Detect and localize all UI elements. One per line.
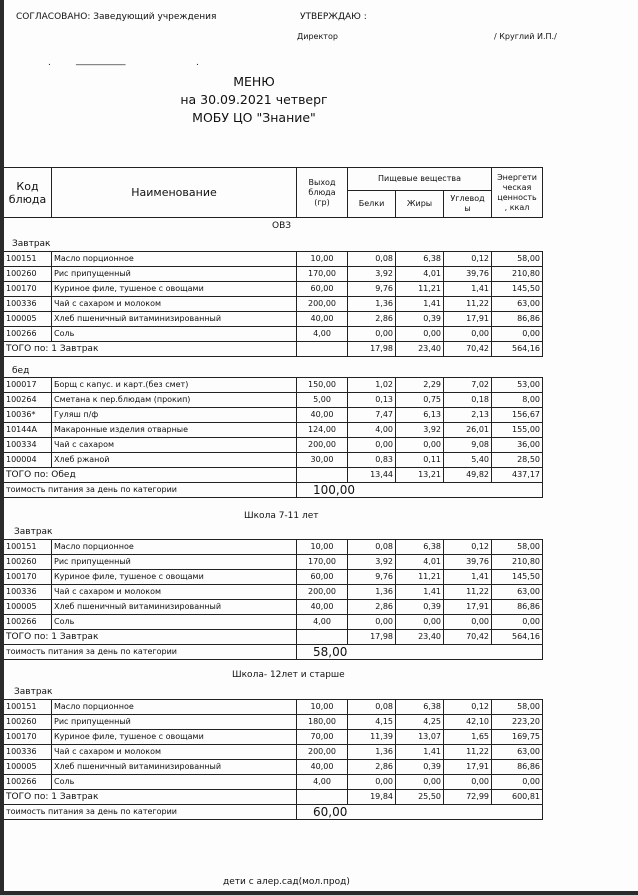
total-protein: 17,98 — [348, 630, 396, 645]
cell-kcal: 63,00 — [492, 585, 543, 600]
cell-fat: 0,75 — [396, 393, 444, 408]
total-protein: 19,84 — [348, 790, 396, 805]
cell-code: 100170 — [4, 282, 52, 297]
cell-name: Хлеб пшеничный витаминизированный — [52, 760, 297, 775]
cell-code: 100260 — [4, 715, 52, 730]
cell-kcal: 86,86 — [492, 600, 543, 615]
cell-protein: 1,36 — [348, 585, 396, 600]
cell-output: 200,00 — [297, 585, 348, 600]
cell-fat: 0,00 — [396, 327, 444, 342]
cell-fat: 0,11 — [396, 453, 444, 468]
cell-kcal: 58,00 — [492, 540, 543, 555]
cell-carbs: 1,65 — [444, 730, 492, 745]
cell-output: 10,00 — [297, 252, 348, 267]
cell-fat: 6,38 — [396, 252, 444, 267]
table-row — [4, 615, 543, 630]
cell-carbs: 0,00 — [444, 327, 492, 342]
cell-code: 100170 — [4, 730, 52, 745]
cell-kcal: 86,86 — [492, 312, 543, 327]
cell-code: 10144А — [4, 423, 52, 438]
school-name: МОБУ ЦО "Знание" — [192, 110, 316, 125]
cell-carbs: 0,18 — [444, 393, 492, 408]
table-row — [4, 327, 543, 342]
total-kcal: 600,81 — [492, 790, 543, 805]
cell-protein: 9,76 — [348, 570, 396, 585]
total-fat: 23,40 — [396, 630, 444, 645]
cell-protein: 3,92 — [348, 267, 396, 282]
cell-protein: 0,00 — [348, 615, 396, 630]
total-carbs: 72,99 — [444, 790, 492, 805]
cell-output: 180,00 — [297, 715, 348, 730]
table-row — [4, 393, 543, 408]
cell-name: Рис припущенный — [52, 715, 297, 730]
cell-output: 4,00 — [297, 327, 348, 342]
cost-label: тоимость питания за день по категории — [4, 805, 297, 820]
col-protein: Белки — [348, 191, 396, 218]
cell-code: 100151 — [4, 700, 52, 715]
director-name: / Круглий И.П./ — [494, 32, 557, 41]
cost-value: 58,00 — [297, 645, 543, 660]
cell-carbs: 26,01 — [444, 423, 492, 438]
cell-kcal: 8,00 — [492, 393, 543, 408]
total-kcal: 564,16 — [492, 630, 543, 645]
col-name: Наименование — [52, 168, 297, 218]
total-kcal: 437,17 — [492, 468, 543, 483]
col-code — [4, 168, 52, 218]
total-label: ТОГО по: 1 Завтрак — [4, 630, 297, 645]
cell-output: 10,00 — [297, 700, 348, 715]
cell-output: 40,00 — [297, 408, 348, 423]
signature-dot-left: . — [48, 58, 51, 68]
cell-name: Куриное филе, тушеное с овощами — [52, 282, 297, 297]
cell-fat: 0,39 — [396, 760, 444, 775]
cell-carbs: 0,00 — [444, 775, 492, 790]
cell-fat: 3,92 — [396, 423, 444, 438]
cell-fat: 1,41 — [396, 297, 444, 312]
menu-document — [4, 0, 638, 891]
total-carbs: 70,42 — [444, 342, 492, 357]
col-carbs — [444, 191, 492, 218]
meal-label-breakfast: Завтрак — [14, 527, 53, 537]
col-carbs-l1: Углевод — [450, 194, 485, 203]
cell-output-empty — [297, 468, 348, 483]
table-row — [4, 570, 543, 585]
cell-name: Хлеб пшеничный витаминизированный — [52, 600, 297, 615]
cell-fat: 13,07 — [396, 730, 444, 745]
cost-row — [4, 483, 543, 498]
cell-output: 200,00 — [297, 438, 348, 453]
table-row — [4, 252, 543, 267]
cell-name: Рис припущенный — [52, 555, 297, 570]
cell-code: 100260 — [4, 555, 52, 570]
cell-name: Соль — [52, 775, 297, 790]
cost-row — [4, 805, 543, 820]
col-code-l2: блюда — [8, 192, 47, 206]
total-row — [4, 630, 543, 645]
table-row — [4, 700, 543, 715]
table-row — [4, 438, 543, 453]
cell-protein: 0,08 — [348, 252, 396, 267]
cell-carbs: 17,91 — [444, 760, 492, 775]
col-output-l3: (гр) — [314, 197, 330, 207]
table-row — [4, 282, 543, 297]
cell-code: 100266 — [4, 327, 52, 342]
total-label: ТОГО по: 1 Завтрак — [4, 342, 297, 357]
cell-output: 40,00 — [297, 760, 348, 775]
cell-carbs: 5,40 — [444, 453, 492, 468]
cell-name: Хлеб пшеничный витаминизированный — [52, 312, 297, 327]
cell-kcal: 169,75 — [492, 730, 543, 745]
cell-carbs: 0,12 — [444, 700, 492, 715]
ovz-lunch-table — [4, 377, 543, 498]
cell-carbs: 1,41 — [444, 570, 492, 585]
cell-output: 10,00 — [297, 540, 348, 555]
cell-fat: 1,41 — [396, 585, 444, 600]
section-title-school-12-plus: Школа- 12лет и старше — [232, 670, 345, 680]
cell-protein: 1,02 — [348, 378, 396, 393]
table-row — [4, 267, 543, 282]
cell-code: 100151 — [4, 252, 52, 267]
cell-code: 100336 — [4, 585, 52, 600]
cell-output: 200,00 — [297, 297, 348, 312]
cell-kcal: 0,00 — [492, 615, 543, 630]
col-output-l1: Выход — [308, 177, 336, 187]
cell-name: Масло порционное — [52, 252, 297, 267]
table-row — [4, 297, 543, 312]
table-row — [4, 555, 543, 570]
cell-fat: 11,21 — [396, 282, 444, 297]
section-title-school-7-11: Школа 7-11 лет — [244, 511, 319, 521]
cell-name: Куриное филе, тушеное с овощами — [52, 730, 297, 745]
cell-fat: 4,01 — [396, 555, 444, 570]
cell-output: 170,00 — [297, 267, 348, 282]
cell-code: 100266 — [4, 775, 52, 790]
cell-fat: 0,00 — [396, 775, 444, 790]
cell-protein: 0,00 — [348, 775, 396, 790]
cell-kcal: 63,00 — [492, 745, 543, 760]
cell-kcal: 53,00 — [492, 378, 543, 393]
total-protein: 17,98 — [348, 342, 396, 357]
cell-code: 100005 — [4, 600, 52, 615]
col-code-l1: Код — [16, 179, 39, 193]
cell-carbs: 39,76 — [444, 555, 492, 570]
cell-carbs: 0,00 — [444, 615, 492, 630]
cell-kcal: 155,00 — [492, 423, 543, 438]
cell-output: 200,00 — [297, 745, 348, 760]
cell-kcal: 63,00 — [492, 297, 543, 312]
cell-output: 170,00 — [297, 555, 348, 570]
cell-carbs: 11,22 — [444, 585, 492, 600]
cell-code: 100336 — [4, 745, 52, 760]
director-label: Директор — [297, 32, 338, 41]
cell-output: 30,00 — [297, 453, 348, 468]
cell-protein: 4,00 — [348, 423, 396, 438]
approve-label: УТВЕРЖДАЮ : — [300, 12, 367, 22]
table-row — [4, 312, 543, 327]
cell-code: 100151 — [4, 540, 52, 555]
cell-name: Масло порционное — [52, 540, 297, 555]
col-energy-l2: ческая — [502, 182, 532, 192]
cell-protein: 0,00 — [348, 438, 396, 453]
cell-carbs: 17,91 — [444, 312, 492, 327]
cell-protein: 4,15 — [348, 715, 396, 730]
cell-code: 100005 — [4, 312, 52, 327]
school-12-plus-breakfast-table — [4, 699, 543, 820]
cell-name: Соль — [52, 615, 297, 630]
next-section-title: дети с алер.сад(мол.прод) — [223, 877, 350, 887]
table-row — [4, 408, 543, 423]
total-kcal: 564,16 — [492, 342, 543, 357]
table-row — [4, 423, 543, 438]
cell-output: 40,00 — [297, 312, 348, 327]
total-carbs: 49,82 — [444, 468, 492, 483]
cell-code: 100266 — [4, 615, 52, 630]
cell-output: 40,00 — [297, 600, 348, 615]
meal-label-breakfast: Завтрак — [12, 239, 51, 249]
cell-fat: 4,01 — [396, 267, 444, 282]
cell-fat: 11,21 — [396, 570, 444, 585]
cell-output: 5,00 — [297, 393, 348, 408]
cell-code: 100005 — [4, 760, 52, 775]
cell-kcal: 58,00 — [492, 700, 543, 715]
cost-value: 60,00 — [297, 805, 543, 820]
cell-name: Сметана к пер.блюдам (прокип) — [52, 393, 297, 408]
cell-protein: 9,76 — [348, 282, 396, 297]
cell-protein: 7,47 — [348, 408, 396, 423]
cell-name: Масло порционное — [52, 700, 297, 715]
cell-carbs: 11,22 — [444, 745, 492, 760]
total-fat: 13,21 — [396, 468, 444, 483]
col-nutrients: Пищевые вещества — [348, 168, 492, 191]
cell-kcal: 28,50 — [492, 453, 543, 468]
cell-code: 100017 — [4, 378, 52, 393]
cell-code: 100004 — [4, 453, 52, 468]
table-row — [4, 745, 543, 760]
cell-kcal: 58,00 — [492, 252, 543, 267]
cell-carbs: 17,91 — [444, 600, 492, 615]
cost-value: 100,00 — [297, 483, 543, 498]
cell-carbs: 0,12 — [444, 540, 492, 555]
table-row — [4, 585, 543, 600]
cell-carbs: 0,12 — [444, 252, 492, 267]
cell-name: Куриное филе, тушеное с овощами — [52, 570, 297, 585]
meal-label-breakfast: Завтрак — [14, 687, 53, 697]
cell-fat: 6,38 — [396, 700, 444, 715]
cell-fat: 0,00 — [396, 615, 444, 630]
cell-name: Чай с сахаром и молоком — [52, 585, 297, 600]
cell-protein: 0,83 — [348, 453, 396, 468]
cell-name: Рис припущенный — [52, 267, 297, 282]
table-row — [4, 600, 543, 615]
cell-carbs: 2,13 — [444, 408, 492, 423]
cell-protein: 0,13 — [348, 393, 396, 408]
cell-output-empty — [297, 630, 348, 645]
cell-protein: 0,00 — [348, 327, 396, 342]
cell-code: 100334 — [4, 438, 52, 453]
cell-name: Макаронные изделия отварные — [52, 423, 297, 438]
cell-fat: 0,00 — [396, 438, 444, 453]
cell-code: 100264 — [4, 393, 52, 408]
total-carbs: 70,42 — [444, 630, 492, 645]
signature-line: ___________ — [76, 56, 126, 66]
cell-carbs: 1,41 — [444, 282, 492, 297]
cell-fat: 4,25 — [396, 715, 444, 730]
total-row — [4, 790, 543, 805]
cell-protein: 3,92 — [348, 555, 396, 570]
cell-name: Чай с сахаром — [52, 438, 297, 453]
cell-output: 124,00 — [297, 423, 348, 438]
cell-kcal: 145,50 — [492, 570, 543, 585]
cell-protein: 0,08 — [348, 540, 396, 555]
table-row — [4, 775, 543, 790]
table-row — [4, 715, 543, 730]
cell-carbs: 7,02 — [444, 378, 492, 393]
cell-code: 100336 — [4, 297, 52, 312]
agreed-label: СОГЛАСОВАНО: Заведующий учреждения — [16, 12, 217, 22]
cell-kcal: 0,00 — [492, 775, 543, 790]
section-title-ovz: ОВЗ — [272, 221, 292, 231]
cell-name: Борщ с капус. и карт.(без смет) — [52, 378, 297, 393]
cell-output: 60,00 — [297, 570, 348, 585]
cell-output: 4,00 — [297, 775, 348, 790]
table-row — [4, 540, 543, 555]
cell-kcal: 156,67 — [492, 408, 543, 423]
col-energy — [492, 168, 543, 218]
cell-fat: 2,29 — [396, 378, 444, 393]
cell-output: 150,00 — [297, 378, 348, 393]
cell-kcal: 145,50 — [492, 282, 543, 297]
cell-kcal: 36,00 — [492, 438, 543, 453]
col-carbs-l2: ы — [464, 204, 471, 213]
cell-fat: 6,38 — [396, 540, 444, 555]
col-output — [297, 168, 348, 218]
cost-label: тоимость питания за день по категории — [4, 645, 297, 660]
menu-date: на 30.09.2021 четверг — [180, 92, 328, 107]
cell-code: 10036* — [4, 408, 52, 423]
signature-dot-right: . — [196, 58, 199, 68]
cell-protein: 0,08 — [348, 700, 396, 715]
table-row — [4, 453, 543, 468]
cell-output: 70,00 — [297, 730, 348, 745]
table-row — [4, 760, 543, 775]
cell-fat: 6,13 — [396, 408, 444, 423]
col-energy-l3: ценность — [497, 192, 537, 202]
cell-code: 100170 — [4, 570, 52, 585]
cell-name: Чай с сахаром и молоком — [52, 297, 297, 312]
ovz-breakfast-table — [4, 251, 543, 357]
cell-name: Хлеб ржаной — [52, 453, 297, 468]
cost-row — [4, 645, 543, 660]
cell-name: Соль — [52, 327, 297, 342]
col-energy-l4: , ккал — [504, 202, 530, 212]
cell-output-empty — [297, 790, 348, 805]
cell-fat: 0,39 — [396, 600, 444, 615]
total-label: ТОГО по: 1 Завтрак — [4, 790, 297, 805]
cell-protein: 11,39 — [348, 730, 396, 745]
cell-kcal: 210,80 — [492, 267, 543, 282]
total-fat: 23,40 — [396, 342, 444, 357]
table-row — [4, 730, 543, 745]
cell-fat: 1,41 — [396, 745, 444, 760]
menu-title: МЕНЮ — [233, 74, 275, 89]
cell-output: 4,00 — [297, 615, 348, 630]
cell-protein: 2,86 — [348, 312, 396, 327]
cell-code: 100260 — [4, 267, 52, 282]
cell-kcal: 210,80 — [492, 555, 543, 570]
col-output-l2: блюда — [308, 187, 336, 197]
total-fat: 25,50 — [396, 790, 444, 805]
school-7-11-breakfast-table — [4, 539, 543, 660]
cell-kcal: 0,00 — [492, 327, 543, 342]
cell-carbs: 39,76 — [444, 267, 492, 282]
cell-fat: 0,39 — [396, 312, 444, 327]
cell-protein: 1,36 — [348, 297, 396, 312]
cell-output-empty — [297, 342, 348, 357]
total-protein: 13,44 — [348, 468, 396, 483]
col-fat: Жиры — [396, 191, 444, 218]
cell-protein: 2,86 — [348, 600, 396, 615]
cell-carbs: 11,22 — [444, 297, 492, 312]
cell-name: Гуляш п/ф — [52, 408, 297, 423]
table-row — [4, 378, 543, 393]
cell-kcal: 86,86 — [492, 760, 543, 775]
cell-name: Чай с сахаром и молоком — [52, 745, 297, 760]
cell-output: 60,00 — [297, 282, 348, 297]
cell-carbs: 42,10 — [444, 715, 492, 730]
cost-label: тоимость питания за день по категории — [4, 483, 297, 498]
total-label: ТОГО по: Обед — [4, 468, 297, 483]
column-header-table — [4, 167, 543, 218]
cell-protein: 2,86 — [348, 760, 396, 775]
total-row — [4, 468, 543, 483]
cell-protein: 1,36 — [348, 745, 396, 760]
col-energy-l1: Энергети — [497, 172, 537, 182]
cell-kcal: 223,20 — [492, 715, 543, 730]
cell-carbs: 9,08 — [444, 438, 492, 453]
meal-label-lunch: бед — [12, 366, 30, 376]
total-row — [4, 342, 543, 357]
